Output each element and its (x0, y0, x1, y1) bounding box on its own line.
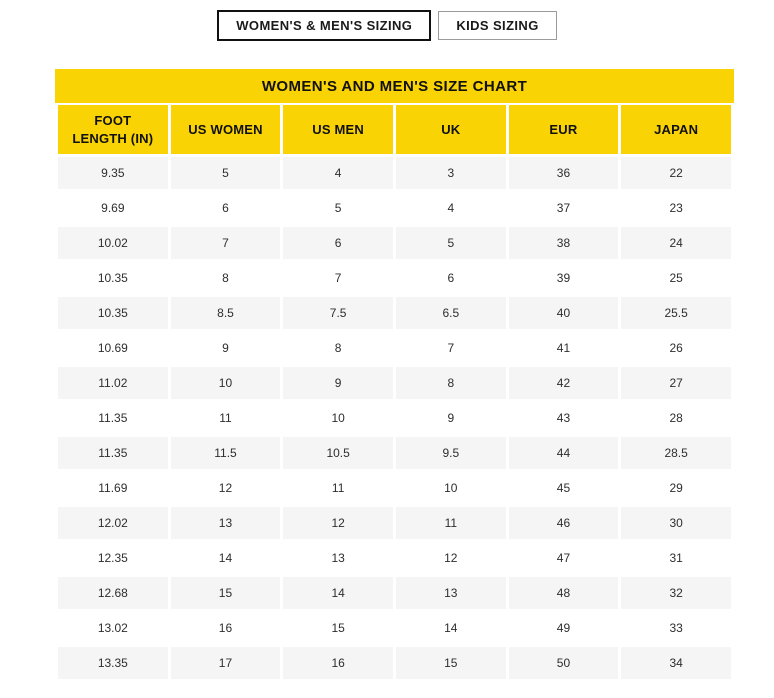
size-cell: 7 (396, 332, 506, 364)
size-cell: 11 (171, 402, 281, 434)
size-cell: 13.35 (58, 647, 168, 679)
size-cell: 31 (621, 542, 731, 574)
size-cell: 28 (621, 402, 731, 434)
size-cell: 12.02 (58, 507, 168, 539)
size-cell: 9.69 (58, 192, 168, 224)
column-header: US WOMEN (171, 105, 281, 154)
size-cell: 43 (509, 402, 619, 434)
size-cell: 9.35 (58, 157, 168, 189)
size-cell: 5 (171, 157, 281, 189)
size-table-head (58, 105, 731, 154)
size-cell: 50 (509, 647, 619, 679)
size-cell: 11.02 (58, 367, 168, 399)
size-cell: 13.02 (58, 612, 168, 644)
size-cell: 14 (283, 577, 393, 609)
size-cell: 8 (283, 332, 393, 364)
size-cell: 12 (283, 507, 393, 539)
size-cell: 6 (396, 262, 506, 294)
size-cell: 41 (509, 332, 619, 364)
size-cell: 3 (396, 157, 506, 189)
size-cell: 6 (283, 227, 393, 259)
size-cell: 15 (283, 612, 393, 644)
size-cell: 16 (283, 647, 393, 679)
table-row (58, 367, 731, 399)
size-cell: 5 (396, 227, 506, 259)
column-header: US MEN (283, 105, 393, 154)
table-row (58, 612, 731, 644)
size-cell: 12.68 (58, 577, 168, 609)
size-cell: 48 (509, 577, 619, 609)
size-cell: 6 (171, 192, 281, 224)
size-cell: 7 (171, 227, 281, 259)
header-row (58, 105, 731, 154)
size-cell: 11 (283, 472, 393, 504)
size-cell: 12.35 (58, 542, 168, 574)
size-cell: 46 (509, 507, 619, 539)
size-cell: 38 (509, 227, 619, 259)
column-header: UK (396, 105, 506, 154)
size-cell: 9 (171, 332, 281, 364)
table-row (58, 297, 731, 329)
size-cell: 12 (171, 472, 281, 504)
size-cell: 42 (509, 367, 619, 399)
size-cell: 10.35 (58, 262, 168, 294)
size-cell: 44 (509, 437, 619, 469)
size-table-body (58, 157, 731, 679)
size-cell: 10.35 (58, 297, 168, 329)
size-cell: 10 (283, 402, 393, 434)
size-cell: 32 (621, 577, 731, 609)
size-cell: 10 (171, 367, 281, 399)
table-row (58, 542, 731, 574)
size-cell: 9 (396, 402, 506, 434)
size-cell: 40 (509, 297, 619, 329)
size-cell: 11 (396, 507, 506, 539)
size-cell: 25.5 (621, 297, 731, 329)
size-cell: 15 (396, 647, 506, 679)
size-table (55, 102, 734, 682)
table-row (58, 472, 731, 504)
size-cell: 28.5 (621, 437, 731, 469)
column-header: JAPAN (621, 105, 731, 154)
size-cell: 33 (621, 612, 731, 644)
size-cell: 5 (283, 192, 393, 224)
size-cell: 25 (621, 262, 731, 294)
size-cell: 22 (621, 157, 731, 189)
size-cell: 10 (396, 472, 506, 504)
size-cell: 8 (396, 367, 506, 399)
size-cell: 30 (621, 507, 731, 539)
size-cell: 12 (396, 542, 506, 574)
size-cell: 9.5 (396, 437, 506, 469)
size-cell: 4 (283, 157, 393, 189)
size-cell: 8.5 (171, 297, 281, 329)
size-cell: 16 (171, 612, 281, 644)
size-cell: 13 (171, 507, 281, 539)
size-cell: 17 (171, 647, 281, 679)
table-row (58, 577, 731, 609)
size-cell: 10.02 (58, 227, 168, 259)
table-row (58, 262, 731, 294)
size-cell: 9 (283, 367, 393, 399)
size-cell: 11.69 (58, 472, 168, 504)
column-header: FOOT LENGTH (IN) (58, 105, 168, 154)
size-cell: 26 (621, 332, 731, 364)
size-cell: 13 (283, 542, 393, 574)
size-cell: 39 (509, 262, 619, 294)
table-row (58, 507, 731, 539)
size-cell: 24 (621, 227, 731, 259)
size-cell: 34 (621, 647, 731, 679)
tab-kids-sizing[interactable]: KIDS SIZING (438, 11, 556, 40)
size-cell: 11.35 (58, 437, 168, 469)
size-cell: 47 (509, 542, 619, 574)
size-cell: 8 (171, 262, 281, 294)
tab-womens-mens-sizing[interactable]: WOMEN'S & MEN'S SIZING (217, 10, 431, 41)
size-cell: 37 (509, 192, 619, 224)
size-cell: 15 (171, 577, 281, 609)
column-header: EUR (509, 105, 619, 154)
size-cell: 45 (509, 472, 619, 504)
size-cell: 23 (621, 192, 731, 224)
table-row (58, 157, 731, 189)
size-cell: 14 (171, 542, 281, 574)
size-cell: 11.5 (171, 437, 281, 469)
table-row (58, 647, 731, 679)
size-chart-title: WOMEN'S AND MEN'S SIZE CHART (55, 69, 734, 103)
size-cell: 27 (621, 367, 731, 399)
size-cell: 13 (396, 577, 506, 609)
size-cell: 7.5 (283, 297, 393, 329)
size-cell: 11.35 (58, 402, 168, 434)
size-chart (55, 69, 734, 682)
size-cell: 10.69 (58, 332, 168, 364)
sizing-tabs (0, 0, 774, 41)
table-row (58, 192, 731, 224)
size-cell: 4 (396, 192, 506, 224)
size-cell: 7 (283, 262, 393, 294)
table-row (58, 402, 731, 434)
size-cell: 49 (509, 612, 619, 644)
size-cell: 29 (621, 472, 731, 504)
size-cell: 6.5 (396, 297, 506, 329)
table-row (58, 437, 731, 469)
table-row (58, 332, 731, 364)
size-cell: 14 (396, 612, 506, 644)
size-cell: 36 (509, 157, 619, 189)
size-cell: 10.5 (283, 437, 393, 469)
table-row (58, 227, 731, 259)
